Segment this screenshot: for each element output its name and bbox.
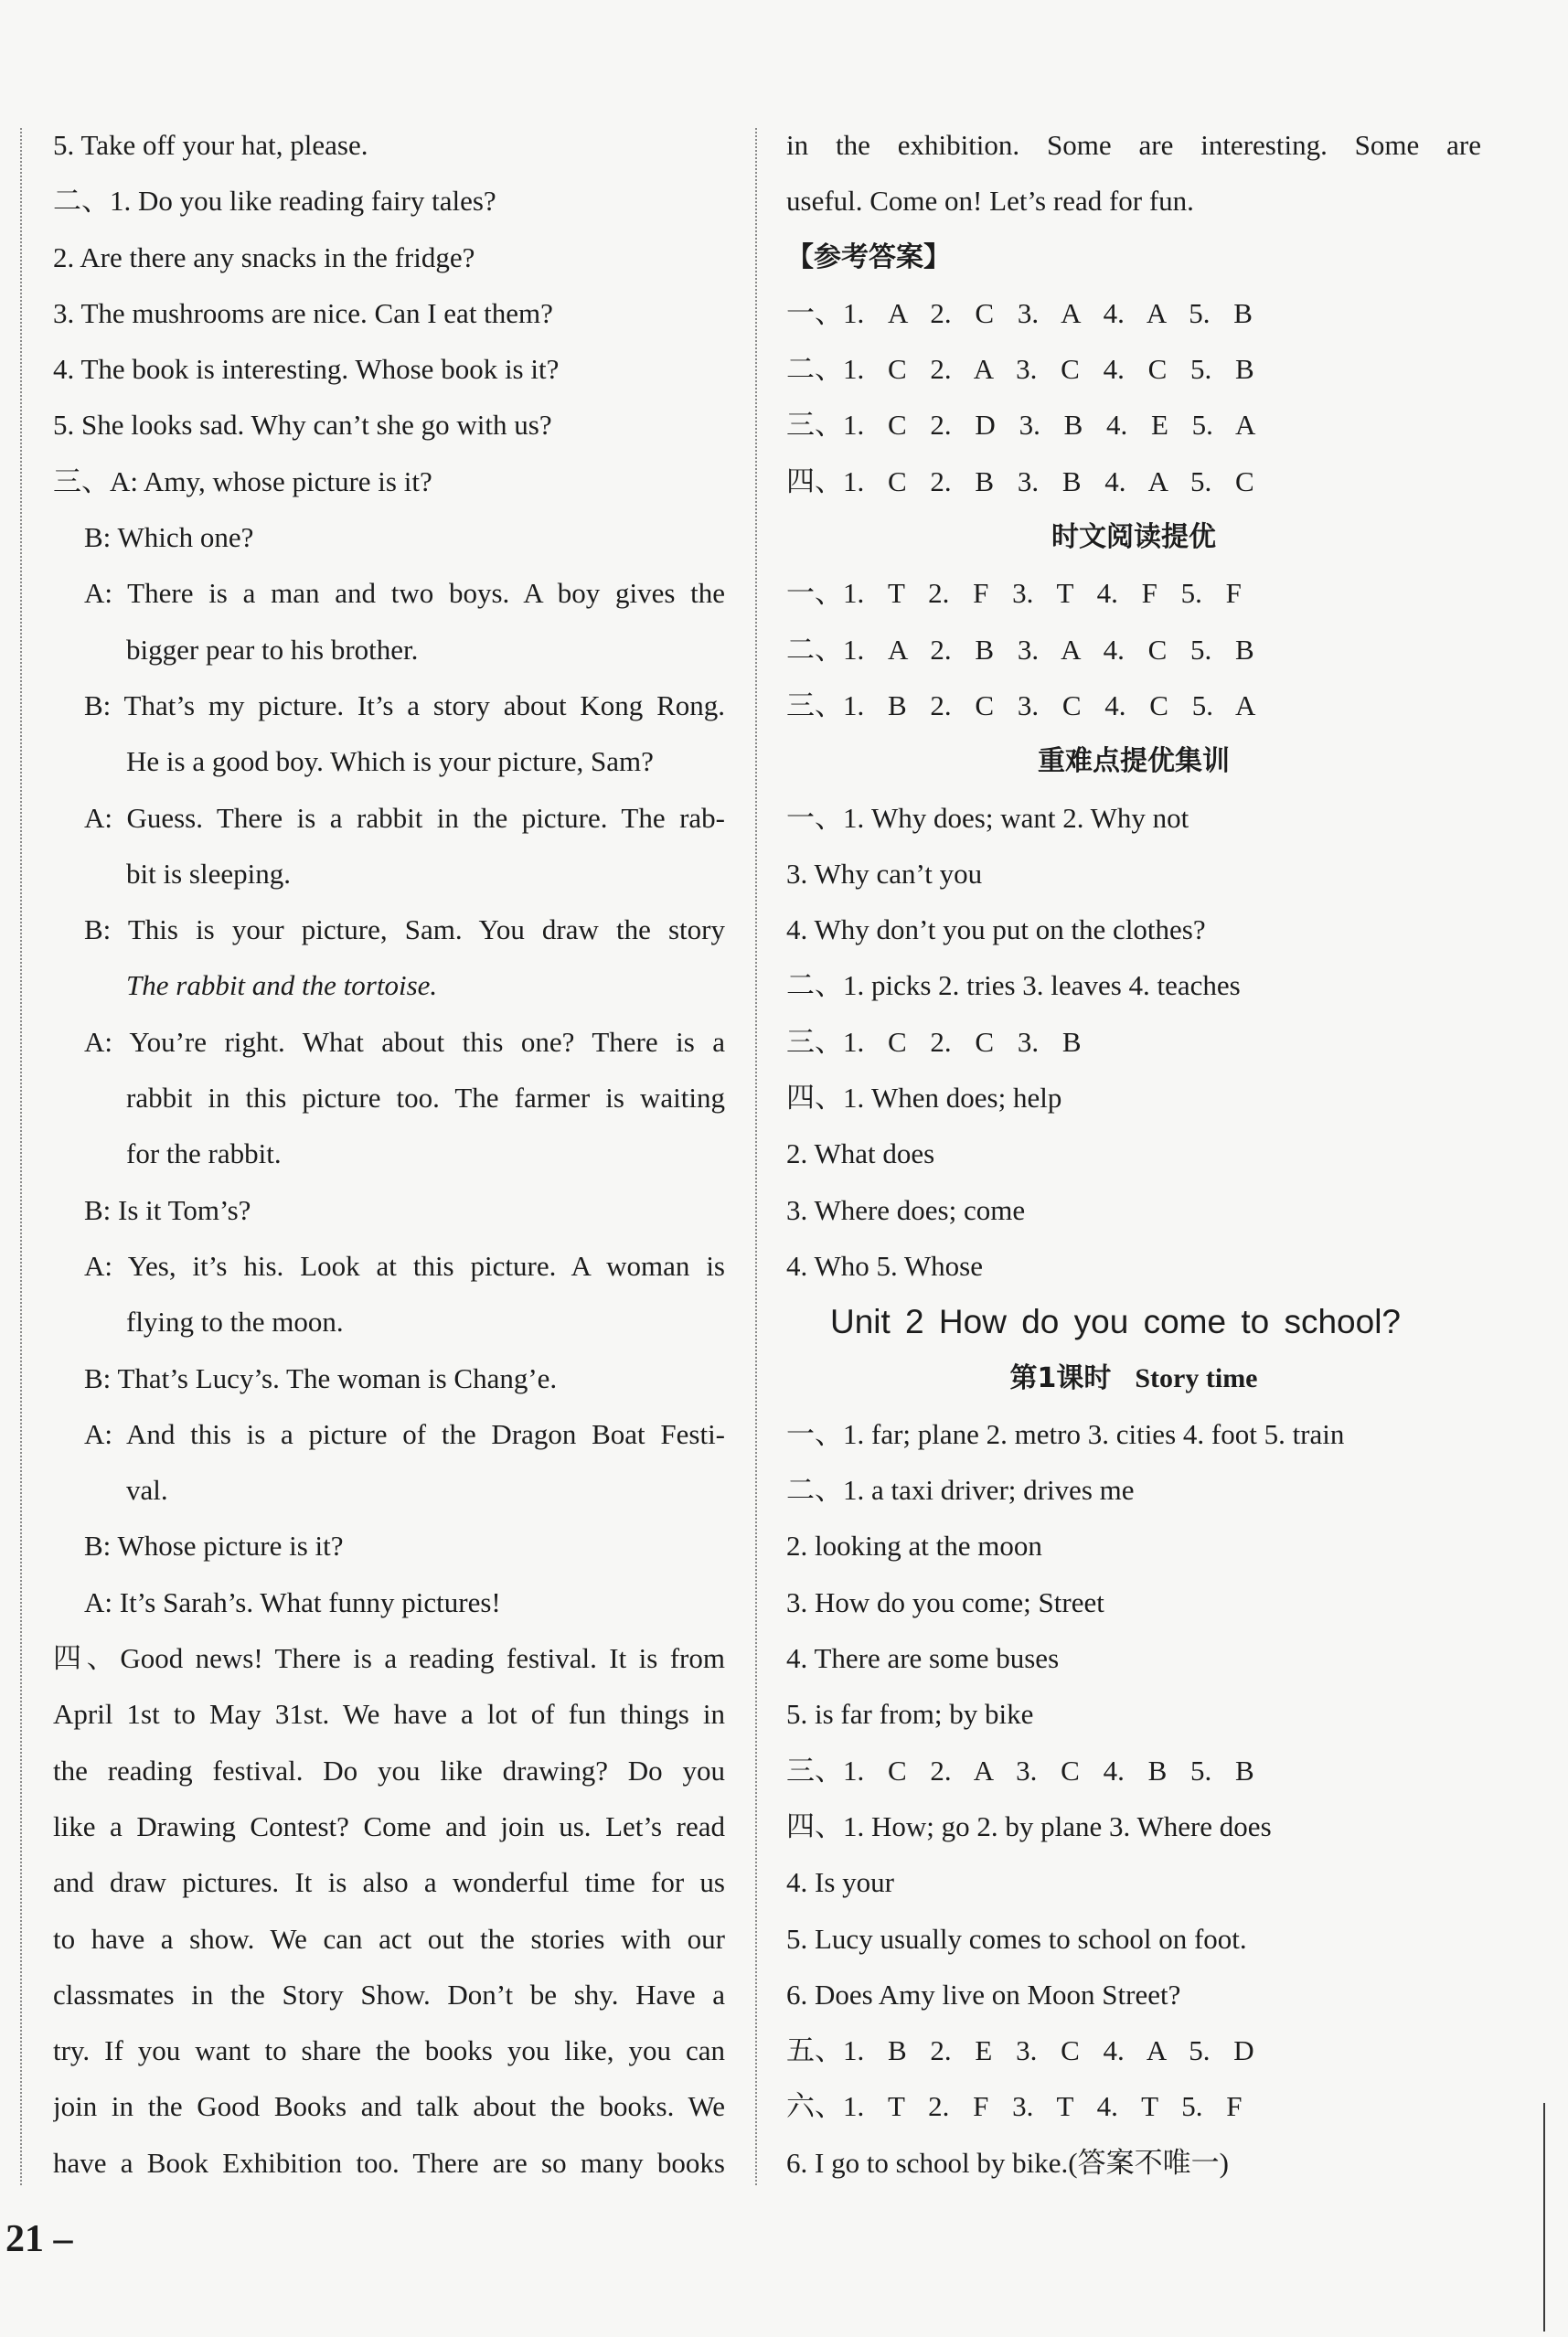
dialogue-line: A: It’s Sarah’s. What funny pictures!: [84, 1585, 501, 1618]
paragraph-line: have a Book Exhibition too. There are so many books: [53, 2146, 725, 2179]
answer-line: 6. Does Amy live on Moon Street?: [786, 1978, 1181, 2011]
answer-line: 三、1. C 2. D 3. B 4. E 5. A: [786, 409, 1256, 442]
dialogue-line: A: Yes, it’s his. Look at this picture. A woman is: [84, 1249, 725, 1282]
right-column: [786, 117, 1481, 2191]
answer-line: 4. Who 5. Whose: [786, 1249, 983, 1282]
dialogue-line: flying to the moon.: [126, 1306, 344, 1339]
answer-line: 一、1. T 2. F 3. T 4. F 5. F: [786, 577, 1242, 610]
text-line: 5. Take off your hat, please.: [53, 129, 368, 161]
answer-line: 一、1. A 2. C 3. A 4. A 5. B: [786, 296, 1253, 329]
answer-line: 四、1. C 2. B 3. B 4. A 5. C: [786, 464, 1254, 497]
dialogue-line: A: And this is a picture of the Dragon Boat Festi-: [84, 1417, 725, 1450]
text-line: 2. Are there any snacks in the fridge?: [53, 240, 475, 273]
dialogue-line: A: There is a man and two boys. A boy gives the: [84, 577, 725, 610]
answer-line: 一、1. far; plane 2. metro 3. cities 4. foot 5. train: [786, 1417, 1345, 1450]
section-heading: 重难点提优集训: [1038, 745, 1230, 778]
answer-line: 4. Why don’t you put on the clothes?: [786, 913, 1206, 946]
page-edge-line: [1543, 2103, 1545, 2332]
answer-line: 5. Lucy usually comes to school on foot.: [786, 1922, 1247, 1955]
left-margin-rule: [20, 128, 22, 2185]
lesson-name: Story time: [1135, 1362, 1258, 1393]
paragraph-line: join in the Good Books and talk about the books. We: [53, 2090, 725, 2123]
answer-line: 五、1. B 2. E 3. C 4. A 5. D: [786, 2034, 1254, 2067]
dialogue-line: B: Which one?: [84, 521, 254, 554]
paragraph-line: in the exhibition. Some are interesting. Some are: [786, 129, 1481, 161]
answer-line: 2. looking at the moon: [786, 1530, 1042, 1563]
page-number: 21 –: [5, 2218, 73, 2260]
dialogue-line: rabbit in this picture too. The farmer is waiting: [126, 1082, 725, 1115]
answer-line: 3. Where does; come: [786, 1193, 1026, 1226]
answer-line: 三、1. C 2. C 3. B: [786, 1025, 1082, 1058]
dialogue-line: val.: [126, 1474, 168, 1507]
answer-line: 二、1. picks 2. tries 3. leaves 4. teaches: [786, 969, 1241, 1002]
dialogue-line: He is a good boy. Which is your picture, Sam?: [126, 745, 654, 778]
answer-line: 四、1. How; go 2. by plane 3. Where does: [786, 1809, 1272, 1842]
text-line: 4. The book is interesting. Whose book is it?: [53, 353, 560, 386]
lesson-heading: [786, 1350, 1481, 1406]
answer-line: 3. Why can’t you: [786, 857, 983, 890]
paragraph-line: the reading festival. Do you like drawing? Do you: [53, 1754, 725, 1787]
answer-line: 5. is far from; by bike: [786, 1698, 1034, 1731]
section-heading: 时文阅读提优: [1051, 521, 1216, 554]
column-divider: [755, 128, 757, 2185]
text-line: 二、1. Do you like reading fairy tales?: [53, 185, 496, 218]
answer-line: 4. Is your: [786, 1866, 894, 1899]
text-line: 5. She looks sad. Why can’t she go with us?: [53, 409, 552, 442]
paragraph-line: useful. Come on! Let’s read for fun.: [786, 185, 1194, 218]
paragraph-line: and draw pictures. It is also a wonderful time for us: [53, 1866, 725, 1899]
text-line: 3. The mushrooms are nice. Can I eat them?: [53, 296, 553, 329]
paragraph-line: try. If you want to share the books you like, you can: [53, 2034, 725, 2067]
answer-line: 4. There are some buses: [786, 1642, 1060, 1675]
paragraph-line: 四、Good news! There is a reading festival. It is from: [53, 1642, 725, 1675]
answer-line: 2. What does: [786, 1137, 935, 1170]
answer-line: 三、1. C 2. A 3. C 4. B 5. B: [786, 1754, 1254, 1787]
dialogue-line: 三、A: Amy, whose picture is it?: [53, 464, 432, 497]
lesson-number: 第1课时: [1009, 1361, 1112, 1394]
paragraph-line: to have a show. We can act out the stories with our: [53, 1922, 725, 1955]
paragraph-line: April 1st to May 31st. We have a lot of fun things in: [53, 1698, 725, 1731]
dialogue-line: for the rabbit.: [126, 1137, 282, 1170]
dialogue-line: B: Whose picture is it?: [84, 1530, 344, 1563]
paragraph-line: classmates in the Story Show. Don’t be shy. Have a: [53, 1978, 725, 2011]
unit-title: Unit 2 How do you come to school?: [829, 1303, 1402, 1341]
dialogue-line: B: That’s my picture. It’s a story about Kong Rong.: [84, 688, 725, 721]
answer-line: 二、1. A 2. B 3. A 4. C 5. B: [786, 633, 1254, 666]
paragraph-line: like a Drawing Contest? Come and join us. Let’s read: [53, 1809, 725, 1842]
dialogue-line: A: You’re right. What about this one? There is a: [84, 1025, 725, 1058]
left-column: [53, 117, 725, 2191]
dialogue-line: A: Guess. There is a rabbit in the picture. The rab-: [84, 801, 725, 834]
story-title: The rabbit and the tortoise.: [126, 969, 438, 1002]
answer-line: 一、1. Why does; want 2. Why not: [786, 801, 1189, 834]
answer-line: 四、1. When does; help: [786, 1082, 1062, 1115]
answer-line: 二、1. a taxi driver; drives me: [786, 1474, 1135, 1507]
dialogue-line: B: That’s Lucy’s. The woman is Chang’e.: [84, 1361, 558, 1394]
answer-line: 6. I go to school by bike.(答案不唯一): [786, 2146, 1229, 2179]
dialogue-line: B: Is it Tom’s?: [84, 1193, 251, 1226]
answer-line: 3. How do you come; Street: [786, 1585, 1104, 1618]
dialogue-line: bigger pear to his brother.: [126, 633, 419, 666]
dialogue-line: bit is sleeping.: [126, 857, 291, 890]
reference-answer-heading: 【参考答案】: [786, 240, 951, 273]
dialogue-line: B: This is your picture, Sam. You draw the story: [84, 913, 725, 946]
answer-line: 二、1. C 2. A 3. C 4. C 5. B: [786, 353, 1254, 386]
answer-line: 六、1. T 2. F 3. T 4. T 5. F: [786, 2090, 1243, 2123]
answer-line: 三、1. B 2. C 3. C 4. C 5. A: [786, 688, 1256, 721]
